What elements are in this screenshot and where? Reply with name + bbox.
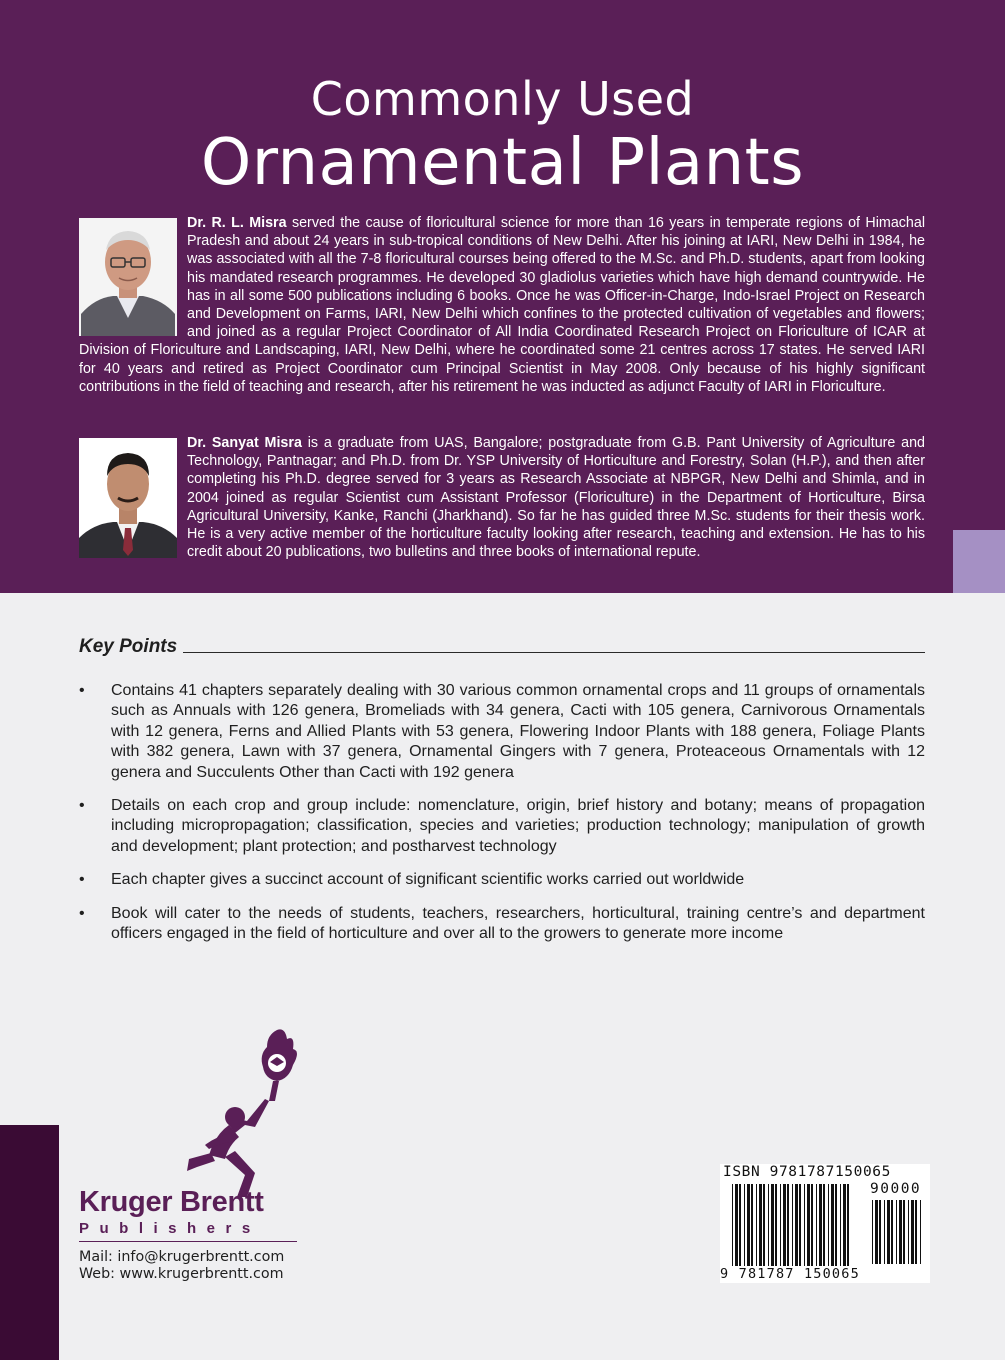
barcode-addon-number: 90000: [870, 1181, 922, 1197]
isbn-label: ISBN 9781787150065: [723, 1164, 891, 1180]
bullet-icon: •: [79, 904, 85, 922]
bullet-icon: •: [79, 797, 85, 815]
key-points-list: [79, 681, 925, 957]
list-item: [79, 870, 925, 890]
author-bio-text-1: served the cause of floricultural science for more than 16 years in temperate regions of Himachal Pradesh and about 24 years in sub-tropical conditions of New Delhi. After his joining at IARI, New Delhi in 1984, he was associated with all the 7-8 floricultural courses being offered to the M.Sc. and Ph.D. students, apart from looking his mandated research programmes. He developed 30 gladiolus varieties which have high demand countrywide. He has in all some 500 publications including 6 books. Once he was Officer-in-Charge, Indo-Israel Project on Research and Development on Farms, IARI, New Delhi which confines to the protected cultivation of vegetables and flowers; and joined as a regular Project Coordinator of All India Coordinated Research Project on Floriculture of ICAR at Division of Floriculture and Landscaping, IARI, New Delhi, where he coordinated some 21 centres across 17 states. He served IARI for 40 years and retired as Project Coordinator cum Principal Scientist in May 2008. Only because of his highly significant contributions in the field of teaching and research, after his retirement he was inducted as adjunct Faculty of IARI in Floriculture.: [79, 215, 925, 395]
publisher-mail: Mail: info@krugerbrentt.com: [79, 1249, 285, 1265]
header-panel: [0, 0, 1005, 593]
author-bio-1: [79, 214, 925, 396]
author-name-2: Dr. Sanyat Misra: [187, 435, 302, 451]
author-photo-2: [79, 438, 177, 558]
isbn-barcode: [720, 1164, 930, 1283]
list-item: [79, 681, 925, 783]
publisher-subtitle: Publishers: [79, 1220, 261, 1237]
key-points-title: Key Points: [79, 636, 178, 657]
publisher-name: Kruger Brentt: [79, 1186, 264, 1218]
left-corner-bar: [0, 1125, 59, 1360]
barcode-bars: [732, 1184, 852, 1266]
title-line-2: Ornamental Plants: [200, 126, 805, 200]
list-item-text: Details on each crop and group include: nomenclature, origin, brief history and botany; means of propagation including micropropagation; classification, species and varieties; production technology; manipulation of growth and development; plant protection; and postharvest technology: [111, 797, 925, 855]
isbn-digits: 9 781787 150065: [720, 1266, 860, 1282]
author-bio-2: [79, 434, 925, 562]
barcode-addon-bars: [872, 1200, 924, 1264]
title-line-1: Commonly Used: [310, 72, 695, 126]
list-item-text: Book will cater to the needs of students, teachers, researchers, horticultural, training centre’s and department officers engaged in the field of horticulture and over all to the growers to generate more income: [111, 904, 925, 943]
author-bio-text-2: is a graduate from UAS, Bangalore; postgraduate from G.B. Pant University of Agriculture and Technology, Pantnagar; and Ph.D. from Dr. YSP University of Horticulture and Forestry, Solan (H.P.), and then after completing his Ph.D. degree served for 3 years as Research Associate at NBPGR, New Delhi and Shimla, and in 2004 joined as regular Scientist cum Assistant Professor (Floriculture) in the Department of Horticulture, Birsa Agricultural University, Kanke, Ranchi (Jharkhand). So far he has guided three M.Sc. students for their thesis work. He is a very active member of the horticulture faculty looking after research, teaching and extension. He has to his credit about 20 publications, two bulletins and three books of international repute.: [187, 435, 926, 561]
publisher-web: Web: www.krugerbrentt.com: [79, 1266, 284, 1282]
key-points-rule: [183, 652, 925, 653]
publisher-rule: [79, 1241, 297, 1242]
list-item: [79, 904, 925, 945]
list-item-text: Each chapter gives a succinct account of significant scientific works carried out worldwide: [111, 871, 745, 889]
publisher-logo-icon: [185, 1025, 325, 1205]
list-item-text: Contains 41 chapters separately dealing with 30 various common ornamental crops and 11 groups of ornamentals such as Annuals with 126 genera, Bromeliads with 34 genera, Cacti with 105 genera, Carnivorous Ornamentals with 12 genera, Ferns and Allied Plants with 53 genera, Flowering Indoor Plants with 188 genera, Foliage Plants with 382 genera, Lawn with 37 genera, Ornamental Gingers with 7 genera, Proteaceous Ornamentals with 12 genera and Succulents Other than Cacti with 192 genera: [111, 682, 925, 781]
bullet-icon: •: [79, 682, 85, 699]
author-photo-1: [79, 218, 177, 336]
accent-block: [953, 530, 1005, 593]
bullet-icon: •: [79, 871, 85, 889]
author-name-1: Dr. R. L. Misra: [187, 215, 287, 231]
list-item: [79, 796, 925, 857]
